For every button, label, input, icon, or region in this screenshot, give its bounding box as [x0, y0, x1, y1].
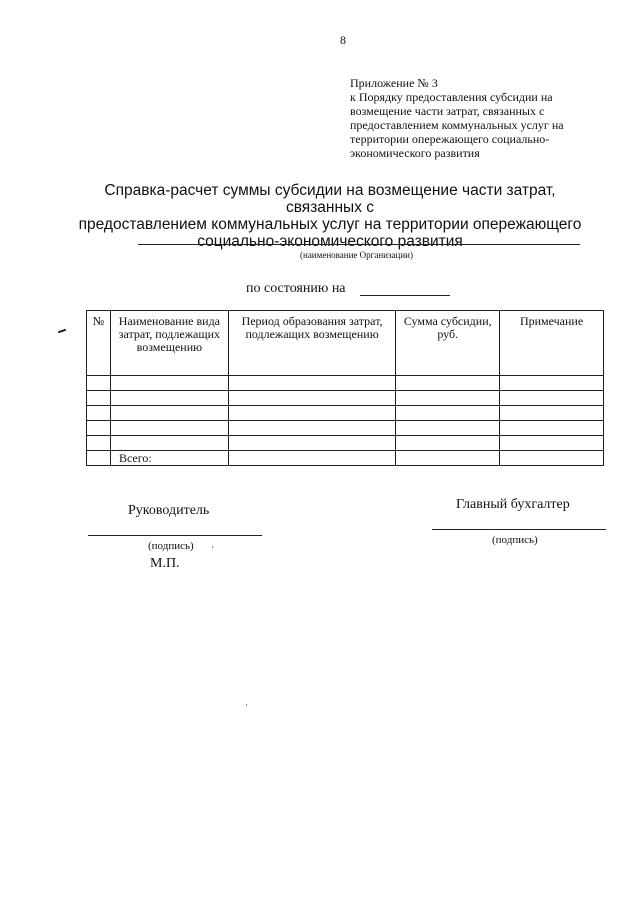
table-cell[interactable]: [228, 451, 396, 466]
table-cell[interactable]: [500, 391, 604, 406]
header-cost-type: Наименование вида затрат, подлежащих возмещению: [110, 311, 228, 376]
accountant-label: Главный бухгалтер: [456, 497, 570, 512]
head-signature-line[interactable]: [88, 535, 262, 536]
stamp-label: М.П.: [150, 556, 180, 571]
table-cell[interactable]: [110, 391, 228, 406]
subsidy-table: [86, 310, 604, 466]
table-cell[interactable]: [396, 406, 500, 421]
table-row: [87, 421, 604, 436]
table-cell[interactable]: [228, 391, 396, 406]
appendix-line: территории опережающего социально-: [350, 132, 550, 146]
total-label: Всего:: [110, 451, 228, 466]
table-cell[interactable]: [396, 451, 500, 466]
as-of-label: по состоянию на: [246, 281, 346, 296]
table-cell[interactable]: [87, 376, 111, 391]
appendix-line: экономического развития: [350, 146, 480, 160]
appendix-line: предоставлением коммунальных услуг на: [350, 118, 564, 132]
scan-speck: [246, 704, 247, 706]
table-cell[interactable]: [500, 451, 604, 466]
table-cell[interactable]: [228, 436, 396, 451]
table-cell[interactable]: [500, 436, 604, 451]
table-cell[interactable]: [87, 406, 111, 421]
title-line: Справка-расчет суммы субсидии на возмещение части затрат, связанных с: [104, 182, 556, 216]
table-row: [87, 406, 604, 421]
table-header-row: [87, 311, 604, 376]
scan-speck: [212, 546, 213, 548]
table-cell[interactable]: [500, 421, 604, 436]
table-row: [87, 391, 604, 406]
header-period: Период образования затрат, подлежащих возмещению: [228, 311, 396, 376]
table-cell[interactable]: [87, 391, 111, 406]
appendix-line: возмещение части затрат, связанных с: [350, 104, 545, 118]
title-line: социально-экономического развития: [197, 233, 463, 250]
table-cell[interactable]: [396, 421, 500, 436]
head-label: Руководитель: [128, 503, 210, 518]
as-of-date-field[interactable]: [360, 295, 450, 296]
table-row: [87, 436, 604, 451]
table-cell[interactable]: [110, 376, 228, 391]
table-cell[interactable]: [228, 406, 396, 421]
table-cell[interactable]: [396, 391, 500, 406]
header-amount: Сумма субсидии, руб.: [396, 311, 500, 376]
margin-mark: [58, 329, 66, 334]
table-cell[interactable]: [110, 436, 228, 451]
table-cell[interactable]: [87, 451, 111, 466]
table-cell[interactable]: [396, 436, 500, 451]
accountant-signature-line[interactable]: [432, 529, 606, 530]
appendix-note: [350, 76, 564, 160]
header-note: Примечание: [500, 311, 604, 376]
table-total-row: [87, 451, 604, 466]
document-title: [70, 182, 590, 250]
table-cell[interactable]: [396, 376, 500, 391]
table-cell[interactable]: [87, 421, 111, 436]
table-row: [87, 376, 604, 391]
table-cell[interactable]: [228, 376, 396, 391]
table-cell[interactable]: [87, 436, 111, 451]
appendix-line: к Порядку предоставления субсидии на: [350, 90, 553, 104]
head-signature-caption: (подпись): [148, 540, 194, 552]
table-cell[interactable]: [500, 406, 604, 421]
table-cell[interactable]: [110, 421, 228, 436]
table-cell[interactable]: [228, 421, 396, 436]
appendix-line: Приложение № 3: [350, 76, 438, 90]
page-number: 8: [340, 33, 346, 47]
title-line: предоставлением коммунальных услуг на территории опережающего: [78, 216, 582, 233]
table-cell[interactable]: [110, 406, 228, 421]
organization-name-field[interactable]: [138, 244, 580, 245]
header-number: №: [87, 311, 111, 376]
accountant-signature-caption: (подпись): [492, 534, 538, 546]
table-cell[interactable]: [500, 376, 604, 391]
organization-caption: (наименование Организации): [300, 250, 413, 260]
